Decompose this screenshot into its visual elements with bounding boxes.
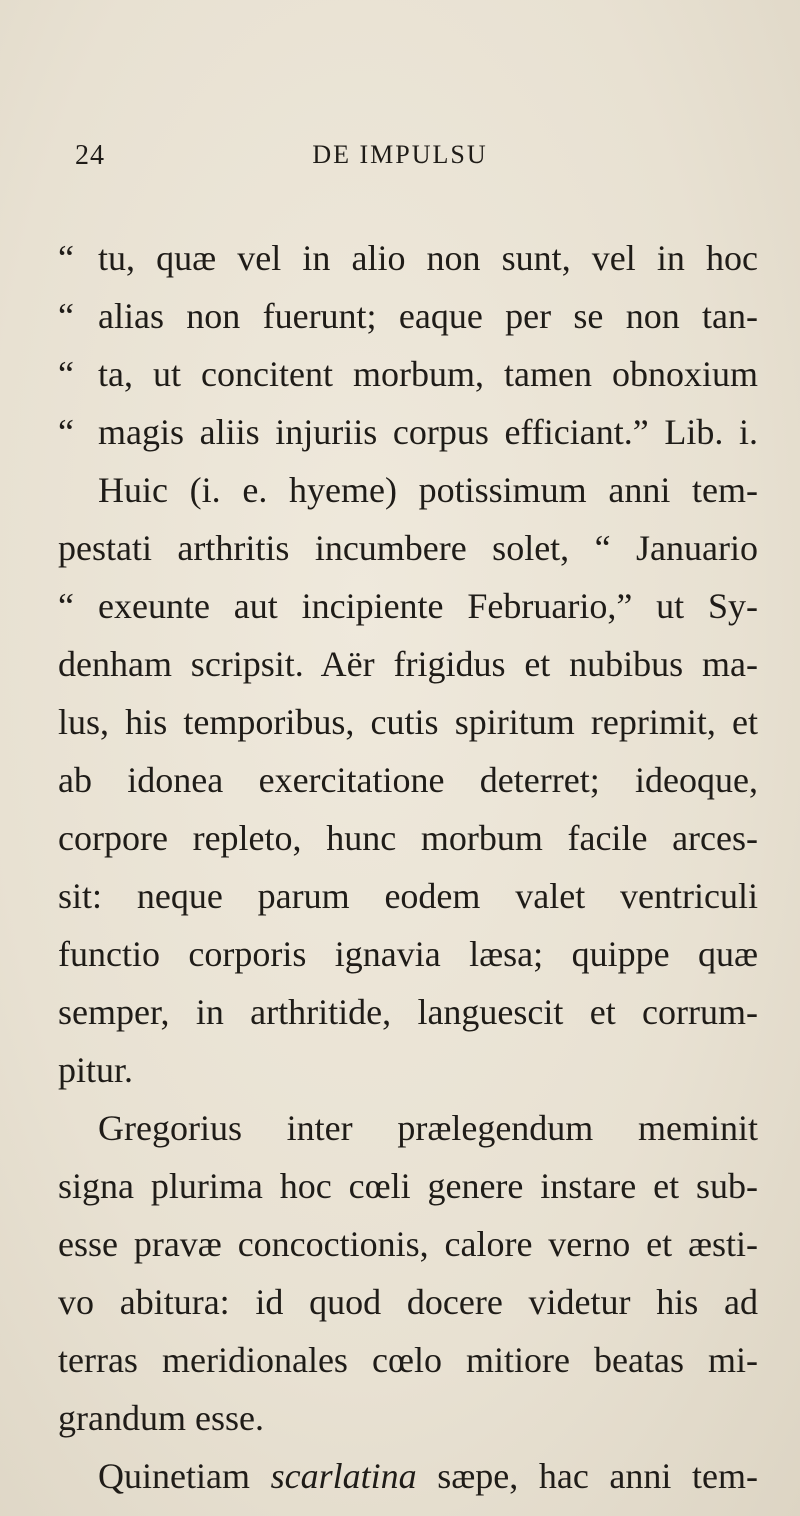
line-text: ta, ut concitent morbum, tamen obnoxium bbox=[98, 354, 758, 394]
line-text: esse pravæ concoctionis, calore verno et æsti- bbox=[58, 1224, 758, 1264]
text-line bbox=[58, 813, 758, 863]
line-text: pestati arthritis incumbere solet, “ Januario bbox=[58, 528, 758, 568]
line-text: ab idonea exercitatione deterret; ideoque, bbox=[58, 760, 758, 800]
line-text: functio corporis ignavia læsa; quippe quæ bbox=[58, 934, 758, 974]
text-line bbox=[58, 581, 758, 631]
text-line bbox=[58, 291, 758, 341]
line-text: signa plurima hoc cœli genere instare et sub- bbox=[58, 1166, 758, 1206]
quote-mark: “ bbox=[58, 238, 74, 278]
line-text: exeunte aut incipiente Februario,” ut Sy- bbox=[98, 586, 758, 626]
text-line bbox=[98, 465, 758, 515]
italic-term: scarlatina bbox=[270, 1456, 417, 1496]
text-line bbox=[58, 639, 758, 689]
line-text: pitur. bbox=[58, 1050, 134, 1090]
line-text: grandum esse. bbox=[58, 1398, 264, 1438]
text-line bbox=[58, 929, 758, 979]
page-header bbox=[0, 140, 800, 180]
text-line bbox=[58, 987, 758, 1037]
text-line bbox=[58, 1219, 758, 1269]
text-line bbox=[58, 1045, 133, 1095]
text-line bbox=[58, 523, 758, 573]
text-line bbox=[98, 1103, 758, 1153]
line-text: corpore repleto, hunc morbum facile arces- bbox=[58, 818, 758, 858]
text-line bbox=[58, 1335, 758, 1385]
text-line bbox=[58, 1161, 758, 1211]
line-text: terras meridionales cœlo mitiore beatas mi- bbox=[58, 1340, 758, 1380]
line-text: denham scripsit. Aër frigidus et nubibus ma- bbox=[58, 644, 758, 684]
line-text: semper, in arthritide, languescit et corrum- bbox=[58, 992, 758, 1032]
text-line bbox=[58, 871, 758, 921]
text-line bbox=[58, 407, 758, 457]
quote-mark: “ bbox=[58, 586, 74, 626]
line-text: vo abitura: id quod docere videtur his ad bbox=[58, 1282, 758, 1322]
line-text: Huic (i. e. hyeme) potissimum anni tem- bbox=[98, 470, 758, 510]
line-text: Gregorius inter prælegendum meminit bbox=[98, 1108, 758, 1148]
text-line bbox=[58, 755, 758, 805]
line-text: magis aliis injuriis corpus efficiant.” Lib. i. bbox=[98, 412, 758, 452]
line-text: lus, his temporibus, cutis spiritum reprimit, et bbox=[58, 702, 758, 742]
text-line bbox=[58, 1277, 758, 1327]
page-number: 24 bbox=[75, 140, 105, 171]
text-line bbox=[98, 1451, 758, 1501]
text-line bbox=[58, 349, 758, 399]
quote-mark: “ bbox=[58, 354, 74, 394]
line-text: tu, quæ vel in alio non sunt, vel in hoc bbox=[98, 238, 758, 278]
quote-mark: “ bbox=[58, 296, 74, 336]
running-head: DE IMPULSU bbox=[312, 140, 488, 169]
text-line bbox=[58, 233, 758, 283]
line-text: alias non fuerunt; eaque per se non tan- bbox=[98, 296, 758, 336]
text-line bbox=[58, 697, 758, 747]
quote-mark: “ bbox=[58, 412, 74, 452]
line-text-before: Quinetiam bbox=[98, 1456, 271, 1496]
text-line bbox=[58, 1393, 264, 1443]
line-text-after: sæpe, hac anni tem- bbox=[416, 1456, 758, 1496]
line-text: sit: neque parum eodem valet ventriculi bbox=[58, 876, 758, 916]
